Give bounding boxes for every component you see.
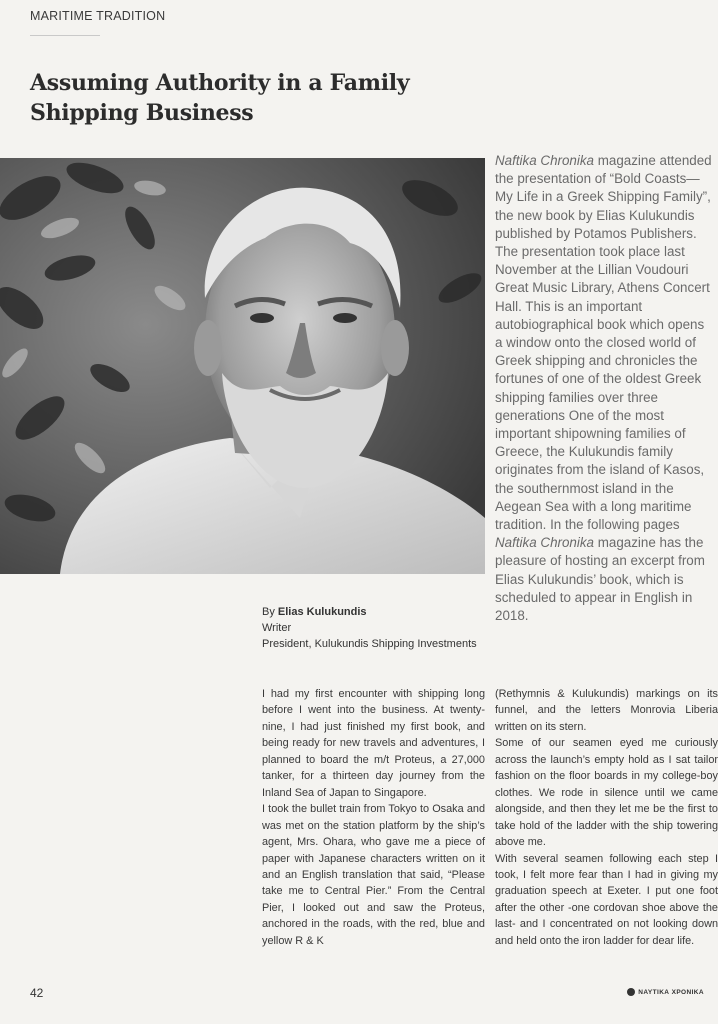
section-label: MARITIME TRADITION: [30, 9, 166, 23]
magazine-name: Naftika Chronika: [495, 153, 594, 168]
page-number: 42: [30, 986, 44, 1000]
footer-brand: [627, 988, 704, 996]
body-paragraph: With several seamen following each step I took, I felt more fear than I had in giving my graduation speech at Exeter. I put one foot after the other -one cordovan shoe above the last- and I concentrated on not looking down and held onto the iron ladder for dear life.: [495, 852, 718, 947]
brand-logo-icon: [627, 988, 635, 996]
author-role: Writer: [262, 622, 292, 634]
footer-brand-name: ΝΑΥΤΙΚΑ ΧΡΟΝΙΚΑ: [638, 988, 704, 996]
body-paragraph: (Rethymnis & Kulukundis) markings on its funnel, and the letters Monrovia Liberia written on its stern.: [495, 688, 718, 733]
intro-paragraph: [495, 152, 715, 625]
body-paragraph: I took the bullet train from Tokyo to Osaka and was met on the station platform by the ship’s agent, Mrs. Ohara, who gave me a piece of paper with Japanese characters written on it and an English translation that said, “Please take me to Central Pier.” From the Central Pier, I looked out and saw the Proteus, anchored in the roads, with the red, blue and yellow R & K: [262, 803, 485, 947]
intro-text-2: magazine has the pleasure of hosting an excerpt from Elias Kulukundis’ book, which is scheduled to appear in English in 2018.: [495, 535, 705, 624]
body-paragraph: Some of our seamen eyed me curiously across the launch’s empty hold as I sat tailor fashion on the floor boards in my college-boy clothes. We rode in silence until we came alongside, and then they let me be the first to take hold of the ladder with the ship towering above me.: [495, 737, 718, 849]
article-headline: Assuming Authority in a Family Shipping Business: [30, 70, 410, 126]
body-column-1: [262, 686, 485, 949]
magazine-name-2: Naftika Chronika: [495, 535, 594, 551]
portrait-photo: [0, 158, 485, 574]
author-title: President, Kulukundis Shipping Investments: [262, 638, 477, 650]
intro-text: magazine attended the presentation of “Bold Coasts—My Life in a Greek Shipping Family”, the new book by Elias Kulukundis published by Potamos Publishers. The presentation took place last November at the Lillian Voudouri Great Music Library, Athens Concert Hall. This is an important autobiographical book which opens a window onto the closed world of Greek shipping and chronicles the fortunes of one of the oldest Greek shipping families over three generations One of the most important shipowning families of Greece, the Kulukundis family originates from the island of Kasos, the southernmost island in the Aegean Sea with a long maritime tradition. In the following pages: [495, 153, 712, 533]
body-paragraph: I had my first encounter with shipping long before I went into the business. At twenty-nine, I had just finished my first book, and being ready for new travels and adventures, I planned to board the m/t Proteus, a 27,000 tanker, for a thirteen day journey from the Inland Sea of Japan to Singapore.: [262, 688, 485, 799]
section-divider: [30, 35, 100, 36]
body-column-2: [495, 686, 718, 949]
author-byline: [262, 604, 492, 652]
author-name: Elias Kulukundis: [277, 606, 367, 618]
byline-prefix: By: [262, 606, 278, 618]
